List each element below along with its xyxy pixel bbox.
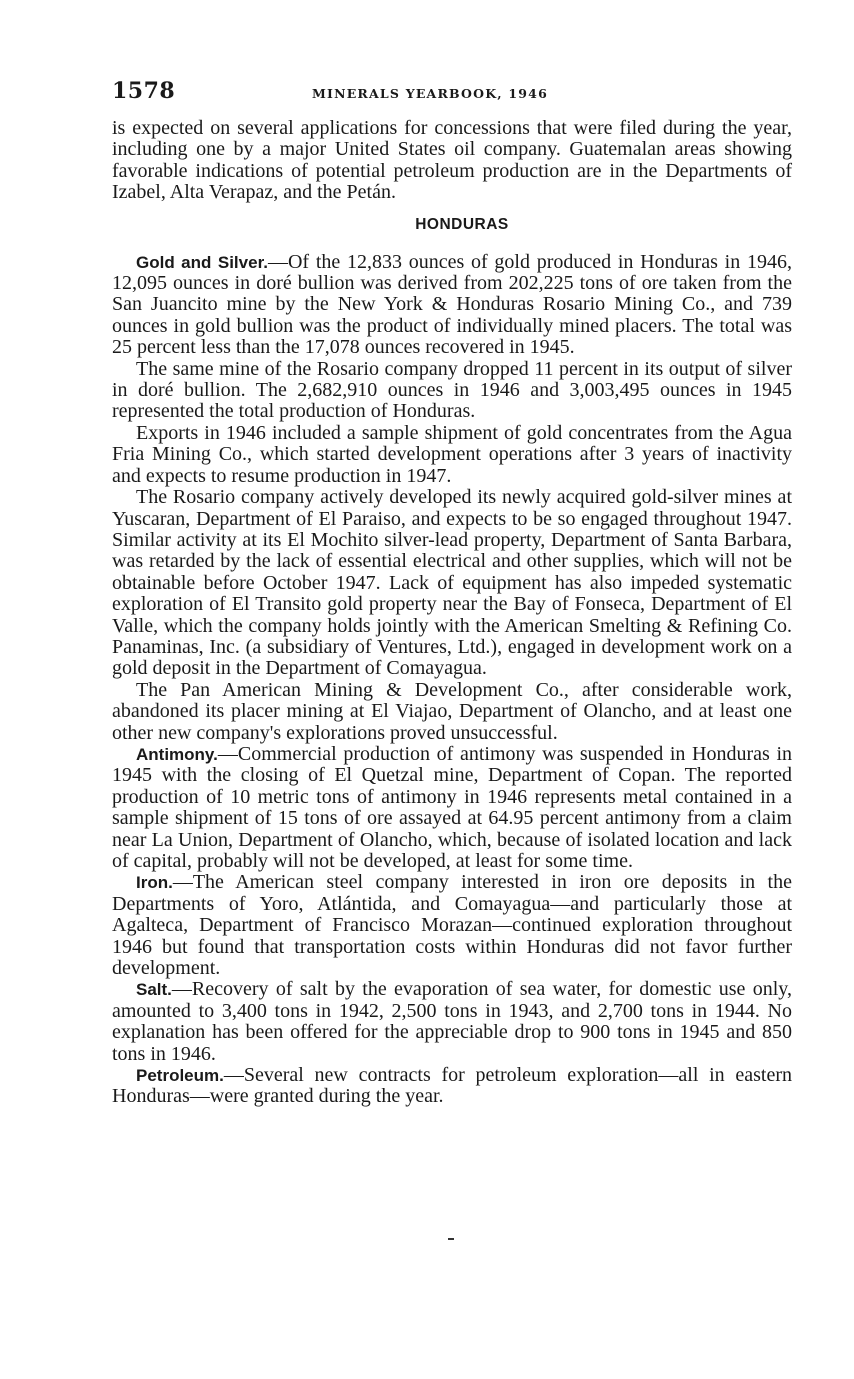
iron-text: —The American steel company interested in iron ore deposits in the Departments of Yoro, Atlántida, and Comayagua—and particularly those at Agalteca, Department of Francisco Morazan—continued exploration throughout 1946 but found that transportation costs within Honduras did not favor further development. [112, 871, 792, 980]
gold-silver-paragraph-2: The same mine of the Rosario company dropped 11 percent in its output of silver in doré bullion. The 2,682,910 ounces in 1946 and 3,003,495 ounces in 1945 represented the total production of Honduras. [112, 357, 792, 423]
petroleum-heading: Petroleum. [136, 1066, 224, 1086]
iron-heading: Iron. [136, 873, 173, 893]
running-head [112, 78, 792, 104]
salt-heading: Salt. [136, 980, 172, 1000]
intro-paragraph: is expected on several applications for concessions that were filed during the year, including one by a major United States oil company. Guatemalan areas showing favorable indications of potential petroleum production are in the Departments of Izabel, Alta Verapaz, and the Petán. [112, 117, 792, 204]
petroleum-paragraph [112, 1065, 792, 1108]
salt-text: —Recovery of salt by the evaporation of sea water, for domestic use only, amounted to 3,400 tons in 1942, 2,500 tons in 1943, and 2,700 tons in 1944. No explanation has been offered for the appreciable drop to 900 tons in 1945 and 850 tons in 1946. [112, 978, 792, 1065]
petroleum-text: —Several new contracts for petroleum exploration—all in eastern Honduras—were granted during the year. [112, 1064, 792, 1108]
page-number: 1578 [112, 78, 176, 104]
gold-silver-paragraph-3: Exports in 1946 included a sample shipment of gold concentrates from the Agua Fria Mining Co., which started development operations after 3 years of inactivity and expects to resume production in 1947. [112, 421, 792, 487]
footer-dash-mark [448, 1238, 454, 1240]
section-title: HONDURAS [415, 215, 509, 233]
gold-silver-paragraph-1 [112, 252, 792, 359]
gold-silver-text-1: —Of the 12,833 ounces of gold produced in Honduras in 1946, 12,095 ounces in doré bullion was derived from 202,225 tons of ore taken from the San Juancito mine by the New York & Honduras Rosario Mining Co., and 739 ounces in gold bullion was the product of individually mined placers. The total was 25 percent less than the 17,078 ounces recovered in 1945. [112, 250, 792, 359]
running-title: MINERALS YEARBOOK, 1946 [312, 86, 548, 101]
antimony-heading: Antimony. [136, 744, 218, 764]
salt-paragraph [112, 979, 792, 1065]
antimony-paragraph [112, 744, 792, 872]
page [112, 78, 792, 1108]
gold-silver-paragraph-5: The Pan American Mining & Development Co., after considerable work, abandoned its placer mining at El Viajao, Department of Olancho, and at least one other new company's explorations proved unsuccessful. [112, 678, 792, 744]
gold-silver-heading: Gold and Silver. [136, 252, 268, 272]
antimony-text: —Commercial production of antimony was suspended in Honduras in 1945 with the closing of El Quetzal mine, Department of Copan. The reported production of 10 metric tons of antimony in 1946 represents metal contained in a sample shipment of 15 tons of ore assayed at 64.95 percent antimony from a claim near La Union, Department of Olancho, which, because of isolated location and lack of capital, probably will not be developed, at least for some time. [112, 742, 792, 872]
gold-silver-paragraph-4: The Rosario company actively developed its newly acquired gold-silver mines at Yuscaran, Department of El Paraiso, and expects to be so engaged throughout 1947. Similar activity at its El Mochito silver-lead property, Department of Santa Barbara, was retarded by the lack of essential electrical and other supplies, which will not be obtainable before October 1947. Lack of equipment has also impeded systematic exploration of El Transito gold property near the Bay of Fonseca, Department of El Valle, which the company holds jointly with the American Smelting & Refining Co. Panaminas, Inc. (a subsidiary of Ventures, Ltd.), engaged in development work on a gold deposit in the Department of Comayagua. [112, 486, 792, 680]
iron-paragraph [112, 872, 792, 979]
